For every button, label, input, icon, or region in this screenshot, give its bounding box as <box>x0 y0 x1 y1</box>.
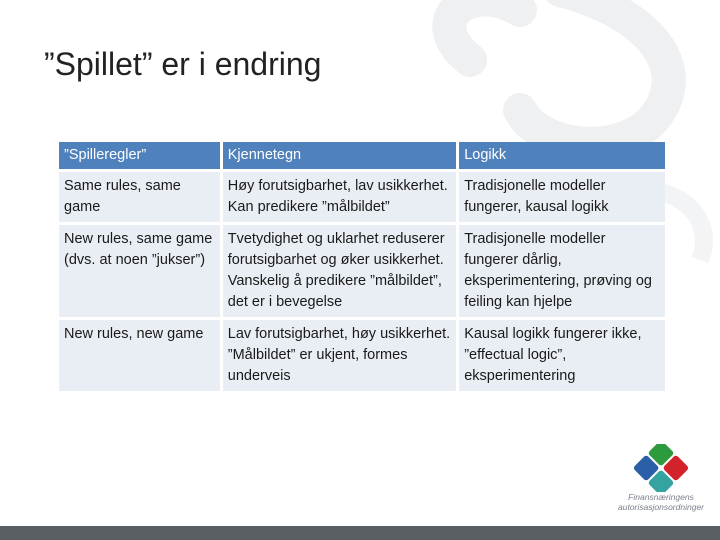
slide-title: ”Spillet” er i endring <box>44 46 322 82</box>
logo-text-line2: autorisasjonsordninger <box>618 502 704 512</box>
footer-bar <box>0 526 720 540</box>
table-row <box>59 172 665 222</box>
logo-text-line1: Finansnæringens <box>628 492 694 502</box>
table-row <box>59 225 665 317</box>
table-cell: Tradisjonelle modeller fungerer dårlig, eksperimentering, prøving og feiling kan hjelpe <box>459 225 665 317</box>
table-cell: New rules, same game (dvs. at noen ”jukser”) <box>59 225 220 317</box>
table-cell: Tradisjonelle modeller fungerer, kausal logikk <box>459 172 665 222</box>
header-logikk: Logikk <box>459 142 665 169</box>
table-cell: Tvetydighet og uklarhet reduserer forutsigbarhet og øker usikkerhet. Vanskelig å predikere ”målbildet”, det er i bevegelse <box>223 225 456 317</box>
header-spilleregler: ”Spilleregler” <box>59 142 220 169</box>
table-cell: Kausal logikk fungerer ikke, ”effectual logic”, eksperimentering <box>459 320 665 391</box>
header-kjennetegn: Kjennetegn <box>223 142 456 169</box>
puzzle-logo-icon <box>606 444 716 492</box>
table-cell: Høy forutsigbarhet, lav usikkerhet. Kan predikere ”målbildet” <box>223 172 456 222</box>
table-cell: Lav forutsigbarhet, høy usikkerhet. ”Målbildet” er ukjent, formes underveis <box>223 320 456 391</box>
table-cell: New rules, new game <box>59 320 220 391</box>
table-cell: Same rules, same game <box>59 172 220 222</box>
comparison-table <box>56 139 668 394</box>
table-row <box>59 320 665 391</box>
table-header-row <box>59 142 665 169</box>
company-logo <box>606 444 716 516</box>
logo-text <box>606 492 716 512</box>
